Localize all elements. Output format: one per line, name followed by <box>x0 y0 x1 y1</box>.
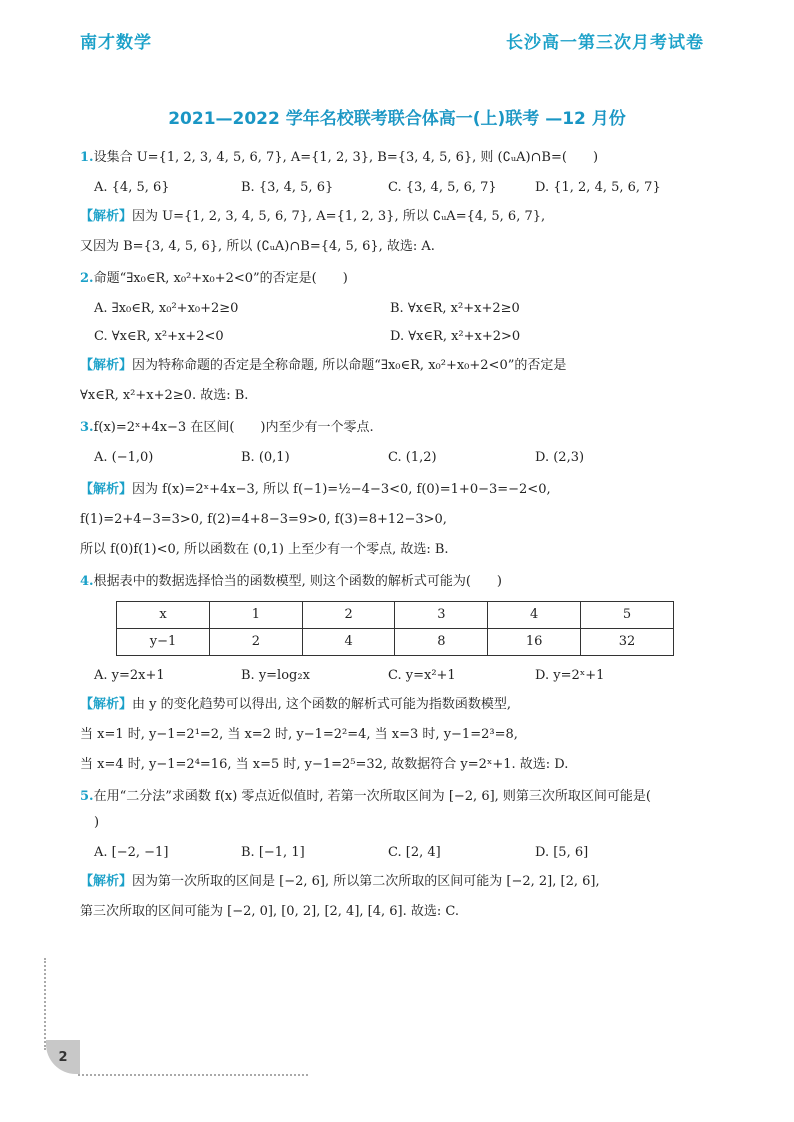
analysis-line: 又因为 B={3, 4, 5, 6}, 所以 (∁ᵤA)∩B={4, 5, 6}, 故选: A. <box>80 239 435 254</box>
analysis-1 <box>80 207 720 227</box>
option-b: B. (0,1) <box>241 450 290 465</box>
dotted-border-horizontal <box>78 1074 308 1076</box>
analysis-line: 因为特称命题的否定是全称命题, 所以命题“∃x₀∈R, x₀²+x₀+2<0”的否定是 <box>132 358 567 373</box>
option-a: A. ∃x₀∈R, x₀²+x₀+2≥0 <box>94 301 239 316</box>
option-b: B. y=log₂x <box>241 668 310 683</box>
analysis-line: ∀x∈R, x²+x+2≥0. 故选: B. <box>80 388 249 403</box>
option-a: A. [−2, −1] <box>94 845 169 860</box>
option-d: D. ∀x∈R, x²+x+2>0 <box>390 329 521 344</box>
analysis-line: 由 y 的变化趋势可以得出, 这个函数的解析式可能为指数函数模型, <box>132 697 512 712</box>
analysis-2 <box>80 356 720 376</box>
analysis-5 <box>80 872 720 892</box>
analysis-tag: 【解析】 <box>80 358 133 373</box>
option-c: C. [2, 4] <box>388 845 441 860</box>
question-stem: 设集合 U={1, 2, 3, 4, 5, 6, 7}, A={1, 2, 3}, B={3, 4, 5, 6}, 则 (∁ᵤA)∩B=( ) <box>93 150 599 165</box>
option-c: C. {3, 4, 5, 6, 7} <box>388 180 497 195</box>
analysis-line: 因为第一次所取的区间是 [−2, 6], 所以第二次所取的区间可能为 [−2, 2], [2, 6], <box>132 874 600 889</box>
analysis-line: 因为 f(x)=2ˣ+4x−3, 所以 f(−1)=½−4−3<0, f(0)=1+0−3=−2<0, <box>132 482 551 497</box>
question-number: 2. <box>80 271 94 286</box>
question-number: 5. <box>80 789 94 804</box>
table-cell: 8 <box>395 629 488 656</box>
table-cell: 2 <box>302 602 395 629</box>
question-stem: 在用“二分法”求函数 f(x) 零点近似值时, 若第一次所取区间为 [−2, 6], 则第三次所取区间可能是( <box>93 789 651 804</box>
question-1 <box>80 148 720 168</box>
table-cell: 2 <box>210 629 303 656</box>
dotted-border-vertical <box>44 958 46 1050</box>
table-cell: y−1 <box>117 629 210 656</box>
question-number: 3. <box>80 420 94 435</box>
question-stem: 命题“∃x₀∈R, x₀²+x₀+2<0”的否定是( ) <box>93 271 348 286</box>
analysis-tag: 【解析】 <box>80 209 133 224</box>
analysis-tag: 【解析】 <box>80 874 133 889</box>
header-brand: 南才数学 <box>80 33 152 53</box>
question-3 <box>80 418 720 438</box>
table-cell: 16 <box>488 629 581 656</box>
analysis-tag: 【解析】 <box>80 697 133 712</box>
question-stem-cont: ) <box>94 815 100 830</box>
option-a: A. y=2x+1 <box>94 668 165 683</box>
table-row <box>117 602 674 629</box>
option-b: B. ∀x∈R, x²+x+2≥0 <box>390 301 520 316</box>
analysis-line: 第三次所取的区间可能为 [−2, 0], [0, 2], [2, 4], [4, 6]. 故选: C. <box>80 904 460 919</box>
option-c: C. ∀x∈R, x²+x+2<0 <box>94 329 224 344</box>
page-title: 2021—2022 学年名校联考联合体高一(上)联考 —12 月份 <box>168 109 626 129</box>
option-c: C. y=x²+1 <box>388 668 456 683</box>
analysis-line: 当 x=4 时, y−1=2⁴=16, 当 x=5 时, y−1=2⁵=32, 故数据符合 y=2ˣ+1. 故选: D. <box>80 757 569 772</box>
question-list <box>80 148 720 922</box>
analysis-tag: 【解析】 <box>80 482 133 497</box>
option-b: B. {3, 4, 5, 6} <box>241 180 334 195</box>
table-cell: 4 <box>488 602 581 629</box>
option-d: D. [5, 6] <box>535 845 589 860</box>
page-number: 2 <box>46 1040 80 1074</box>
option-a: A. {4, 5, 6} <box>94 180 170 195</box>
option-c: C. (1,2) <box>388 450 437 465</box>
table-cell: 1 <box>210 602 303 629</box>
option-b: B. [−1, 1] <box>241 845 305 860</box>
table-cell: 4 <box>302 629 395 656</box>
options-2a <box>94 299 720 319</box>
question-stem: 根据表中的数据选择恰当的函数模型, 则这个函数的解析式可能为( ) <box>93 574 502 589</box>
question-2 <box>80 269 720 289</box>
question-stem: f(x)=2ˣ+4x−3 在区间( )内至少有一个零点. <box>93 420 374 435</box>
option-d: D. {1, 2, 4, 5, 6, 7} <box>535 180 661 195</box>
analysis-line: 因为 U={1, 2, 3, 4, 5, 6, 7}, A={1, 2, 3}, 所以 ∁ᵤA={4, 5, 6, 7}, <box>132 209 546 224</box>
option-d: D. y=2ˣ+1 <box>535 668 605 683</box>
header-exam-title: 长沙高一第三次月考试卷 <box>506 33 704 53</box>
table-cell: 3 <box>395 602 488 629</box>
table-cell: 5 <box>581 602 674 629</box>
options-5 <box>94 843 720 863</box>
analysis-3 <box>80 480 720 500</box>
analysis-4 <box>80 695 720 715</box>
options-3 <box>94 448 720 468</box>
options-4 <box>94 666 720 686</box>
question-5 <box>80 787 720 807</box>
option-d: D. (2,3) <box>535 450 585 465</box>
option-a: A. (−1,0) <box>94 450 154 465</box>
table-cell: 32 <box>581 629 674 656</box>
question-number: 1. <box>80 150 94 165</box>
analysis-line: 当 x=1 时, y−1=2¹=2, 当 x=2 时, y−1=2²=4, 当 x=3 时, y−1=2³=8, <box>80 727 518 742</box>
analysis-line: 所以 f(0)f(1)<0, 所以函数在 (0,1) 上至少有一个零点, 故选: B. <box>80 542 449 557</box>
table-cell: x <box>117 602 210 629</box>
options-2b <box>94 327 720 347</box>
analysis-line: f(1)=2+4−3=3>0, f(2)=4+8−3=9>0, f(3)=8+12−3>0, <box>80 512 447 527</box>
data-table <box>116 601 674 656</box>
question-4 <box>80 572 720 592</box>
table-row <box>117 629 674 656</box>
question-number: 4. <box>80 574 94 589</box>
options-1 <box>94 178 720 198</box>
